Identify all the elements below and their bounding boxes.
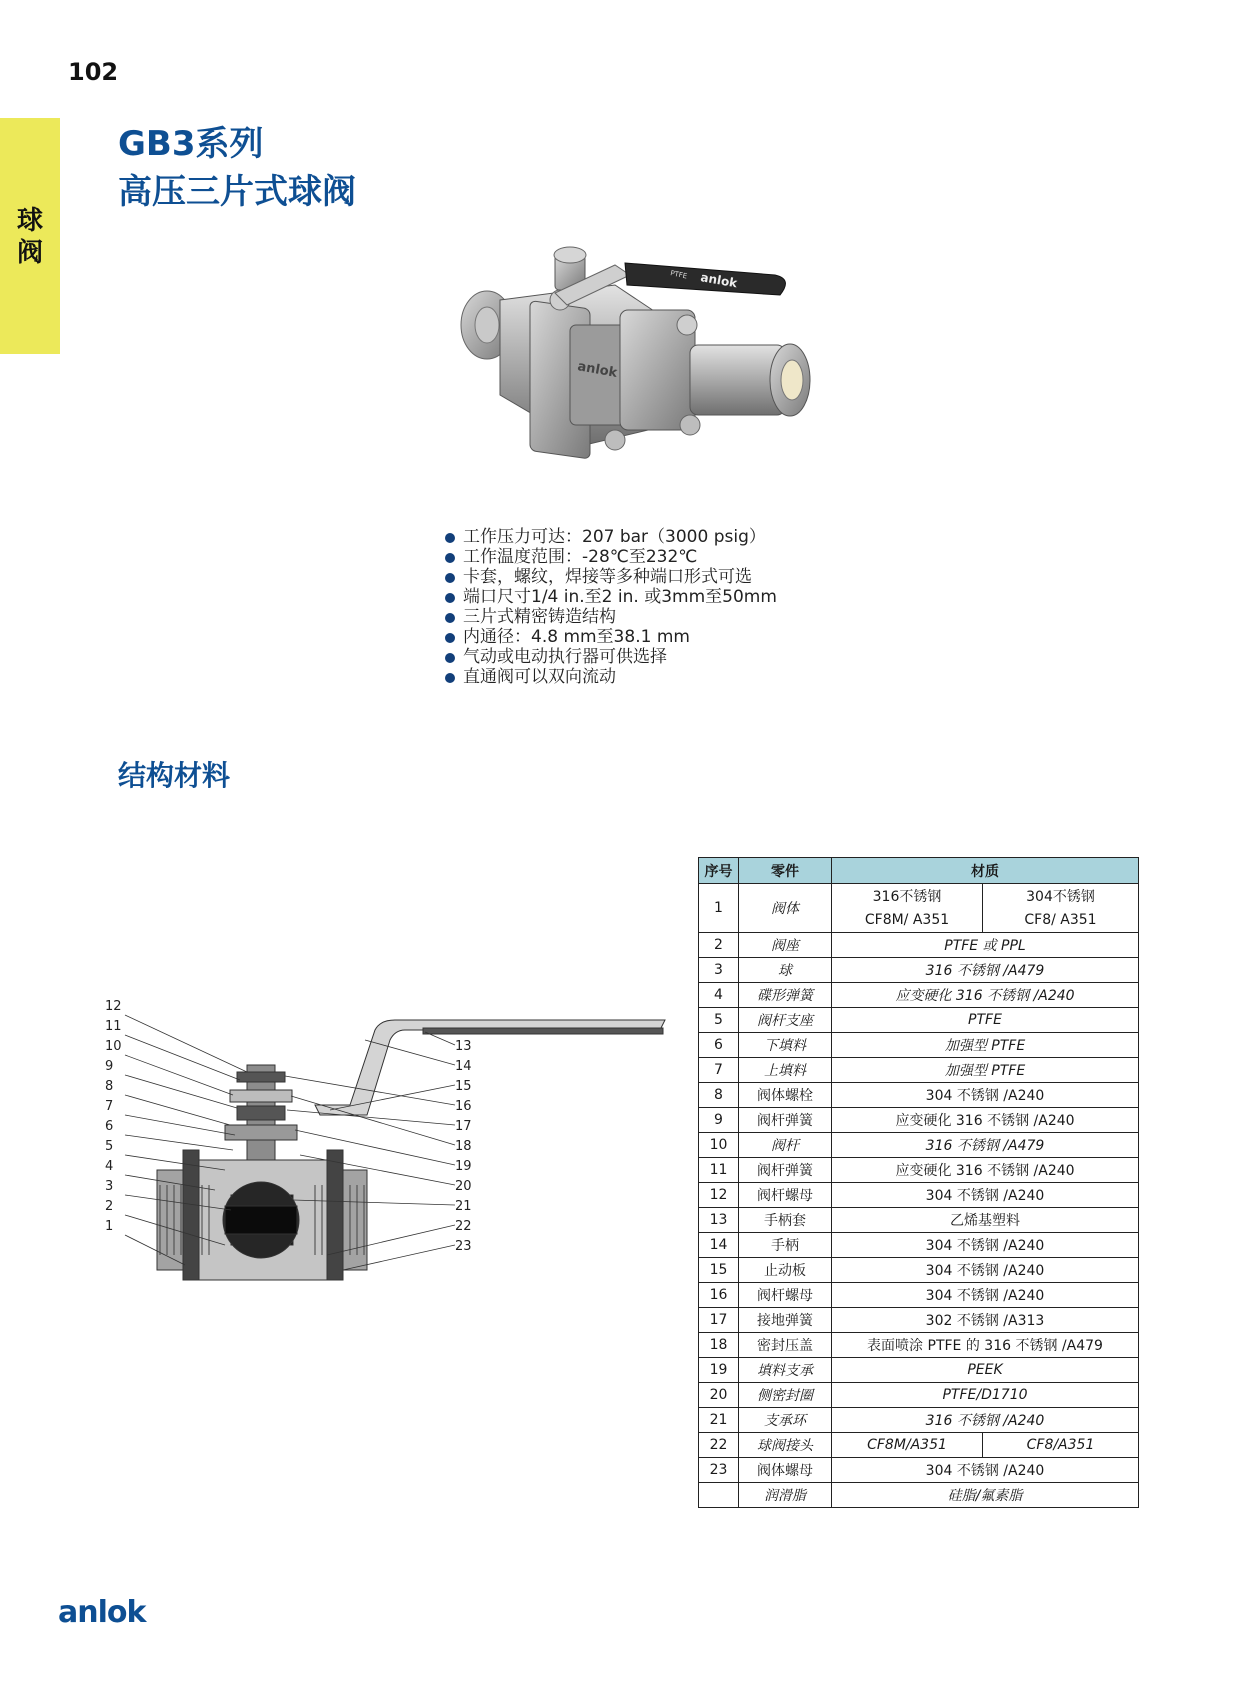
cell-no: 4 xyxy=(699,983,739,1008)
cell-material: 316 不锈钢 /A240 xyxy=(832,1408,1139,1433)
cell-no: 16 xyxy=(699,1283,739,1308)
callout-label: 4 xyxy=(105,1159,114,1174)
cell-no: 1 xyxy=(699,884,739,933)
table-row xyxy=(699,1133,1139,1158)
product-title: 高压三片式球阀 xyxy=(118,172,356,212)
cell-part: 阀杆支座 xyxy=(739,1008,832,1033)
callout-label: 9 xyxy=(105,1059,114,1074)
callout-label: 12 xyxy=(105,999,122,1014)
cell-material: 应变硬化 316 不锈钢 /A240 xyxy=(832,1158,1139,1183)
cell-part: 碟形弹簧 xyxy=(739,983,832,1008)
cell-no: 13 xyxy=(699,1208,739,1233)
feature-item: 端口尺寸1/4 in.至2 in. 或3mm至50mm xyxy=(443,587,777,607)
cell-part: 阀座 xyxy=(739,933,832,958)
callout-label: 13 xyxy=(455,1039,472,1054)
cell-material: 304 不锈钢 /A240 xyxy=(832,1283,1139,1308)
callout-label: 7 xyxy=(105,1099,114,1114)
table-row xyxy=(699,1408,1139,1433)
callout-label: 18 xyxy=(455,1139,472,1154)
cell-part: 球 xyxy=(739,958,832,983)
callout-label: 21 xyxy=(455,1199,472,1214)
handle-brand-mark: anlok xyxy=(699,270,739,291)
section-title-materials: 结构材料 xyxy=(118,759,231,792)
cell-no: 14 xyxy=(699,1233,739,1258)
cell-no xyxy=(699,1483,739,1508)
cell-part: 阀体螺栓 xyxy=(739,1083,832,1108)
callout-label: 11 xyxy=(105,1019,122,1034)
table-row xyxy=(699,1358,1139,1383)
callout-label: 17 xyxy=(455,1119,472,1134)
table-row xyxy=(699,1083,1139,1108)
cell-no: 11 xyxy=(699,1158,739,1183)
table-row xyxy=(699,1283,1139,1308)
cell-no: 19 xyxy=(699,1358,739,1383)
cell-material: 302 不锈钢 /A313 xyxy=(832,1308,1139,1333)
cell-no: 22 xyxy=(699,1433,739,1458)
cell-part: 阀杆螺母 xyxy=(739,1183,832,1208)
cell-material: 应变硬化 316 不锈钢 /A240 xyxy=(832,983,1139,1008)
cell-no: 3 xyxy=(699,958,739,983)
materials-table xyxy=(698,857,1139,1508)
cell-part: 阀体螺母 xyxy=(739,1458,832,1483)
cell-material: 316 不锈钢 /A479 xyxy=(832,958,1139,983)
callout-label: 20 xyxy=(455,1179,472,1194)
series-title: GB3系列 xyxy=(118,124,264,164)
callout-label: 10 xyxy=(105,1039,122,1054)
cell-no: 2 xyxy=(699,933,739,958)
cell-no: 10 xyxy=(699,1133,739,1158)
feature-item: 工作压力可达：207 bar（3000 psig） xyxy=(443,527,777,547)
table-row xyxy=(699,983,1139,1008)
cell-part: 球阀接头 xyxy=(739,1433,832,1458)
cell-part: 阀体 xyxy=(739,884,832,933)
table-row xyxy=(699,1208,1139,1233)
cell-part: 下填料 xyxy=(739,1033,832,1058)
cell-material: PTFE 或 PPL xyxy=(832,933,1139,958)
cell-material: 304 不锈钢 /A240 xyxy=(832,1183,1139,1208)
side-tab-char-2: 阀 xyxy=(16,238,43,268)
cross-section-diagram xyxy=(105,999,675,1320)
callout-label: 19 xyxy=(455,1159,472,1174)
cell-material: PEEK xyxy=(832,1358,1139,1383)
cell-no: 8 xyxy=(699,1083,739,1108)
cell-material: 表面喷涂 PTFE 的 316 不锈钢 /A479 xyxy=(832,1333,1139,1358)
cell-no: 5 xyxy=(699,1008,739,1033)
cell-no: 7 xyxy=(699,1058,739,1083)
table-row xyxy=(699,1233,1139,1258)
cell-part: 上填料 xyxy=(739,1058,832,1083)
page-number: 102 xyxy=(68,58,119,86)
cell-material: PTFE/D1710 xyxy=(832,1383,1139,1408)
cell-no: 12 xyxy=(699,1183,739,1208)
cell-material: 304 不锈钢 /A240 xyxy=(832,1083,1139,1108)
cell-no: 18 xyxy=(699,1333,739,1358)
cell-part: 手柄 xyxy=(739,1233,832,1258)
cell-material: 加强型 PTFE xyxy=(832,1033,1139,1058)
cell-part: 接地弹簧 xyxy=(739,1308,832,1333)
cell-material: 加强型 PTFE xyxy=(832,1058,1139,1083)
table-row xyxy=(699,1258,1139,1283)
cell-no: 9 xyxy=(699,1108,739,1133)
cell-part: 阀杆螺母 xyxy=(739,1283,832,1308)
table-row xyxy=(699,1333,1139,1358)
callout-label: 15 xyxy=(455,1079,472,1094)
side-category-tab xyxy=(0,118,60,354)
cell-material-b: CF8/A351 xyxy=(983,1433,1139,1458)
feature-item: 内通径：4.8 mm至38.1 mm xyxy=(443,627,777,647)
table-row xyxy=(699,1183,1139,1208)
feature-item: 工作温度范围：-28℃至232℃ xyxy=(443,547,777,567)
callout-label: 2 xyxy=(105,1199,114,1214)
cell-part: 阀杆弹簧 xyxy=(739,1158,832,1183)
callout-label: 14 xyxy=(455,1059,472,1074)
cell-material: 乙烯基塑料 xyxy=(832,1208,1139,1233)
handle-ptfe-mark: PTFE xyxy=(669,269,688,281)
table-row xyxy=(699,1458,1139,1483)
callout-label: 3 xyxy=(105,1179,114,1194)
cell-material: PTFE xyxy=(832,1008,1139,1033)
cell-material: 应变硬化 316 不锈钢 /A240 xyxy=(832,1108,1139,1133)
cell-no: 6 xyxy=(699,1033,739,1058)
cell-material-a: CF8M/ A351 xyxy=(832,908,983,933)
table-row xyxy=(699,933,1139,958)
cell-material: 304 不锈钢 /A240 xyxy=(832,1258,1139,1283)
table-row xyxy=(699,1433,1139,1458)
cell-material-a: 316不锈钢 xyxy=(832,884,983,909)
cell-no: 17 xyxy=(699,1308,739,1333)
table-row xyxy=(699,1383,1139,1408)
cell-part: 侧密封圈 xyxy=(739,1383,832,1408)
table-row xyxy=(699,1008,1139,1033)
callout-label: 16 xyxy=(455,1099,472,1114)
header-no: 序号 xyxy=(699,858,739,884)
cell-material: 硅脂/氟素脂 xyxy=(832,1483,1139,1508)
cell-material-b: 304不锈钢 xyxy=(983,884,1139,909)
feature-item: 三片式精密铸造结构 xyxy=(443,607,777,627)
table-row xyxy=(699,1058,1139,1083)
feature-item: 直通阀可以双向流动 xyxy=(443,667,777,687)
cell-material-b: CF8/ A351 xyxy=(983,908,1139,933)
callout-label: 5 xyxy=(105,1139,114,1154)
cell-part: 密封压盖 xyxy=(739,1333,832,1358)
cell-material-a: CF8M/A351 xyxy=(832,1433,983,1458)
table-row xyxy=(699,958,1139,983)
callout-label: 1 xyxy=(105,1219,114,1234)
cell-part: 填料支承 xyxy=(739,1358,832,1383)
table-row xyxy=(699,1158,1139,1183)
cell-part: 止动板 xyxy=(739,1258,832,1283)
cell-material: 316 不锈钢 /A479 xyxy=(832,1133,1139,1158)
table-row xyxy=(699,1308,1139,1333)
cell-no: 23 xyxy=(699,1458,739,1483)
cell-part: 支承环 xyxy=(739,1408,832,1433)
table-row xyxy=(699,1483,1139,1508)
table-row xyxy=(699,884,1139,909)
header-part: 零件 xyxy=(739,858,832,884)
callout-label: 23 xyxy=(455,1239,472,1254)
cell-no: 20 xyxy=(699,1383,739,1408)
cell-no: 15 xyxy=(699,1258,739,1283)
cell-part: 阀杆弹簧 xyxy=(739,1108,832,1133)
callout-label: 22 xyxy=(455,1219,472,1234)
cell-material: 304 不锈钢 /A240 xyxy=(832,1458,1139,1483)
callout-label: 8 xyxy=(105,1079,114,1094)
cell-no: 21 xyxy=(699,1408,739,1433)
body-brand-mark: anlok xyxy=(576,359,619,381)
cell-part: 阀杆 xyxy=(739,1133,832,1158)
feature-item: 卡套，螺纹，焊接等多种端口形式可选 xyxy=(443,567,777,587)
cell-material: 304 不锈钢 /A240 xyxy=(832,1233,1139,1258)
table-row xyxy=(699,1033,1139,1058)
header-material: 材质 xyxy=(832,858,1139,884)
callout-label: 6 xyxy=(105,1119,114,1134)
feature-item: 气动或电动执行器可供选择 xyxy=(443,647,777,667)
ball-valve-photo xyxy=(455,245,855,485)
table-header-row xyxy=(699,858,1139,884)
footer-brand-logo: anlok xyxy=(58,1595,146,1630)
feature-list xyxy=(443,527,777,687)
side-tab-char-1: 球 xyxy=(16,206,43,236)
cell-part: 手柄套 xyxy=(739,1208,832,1233)
table-row xyxy=(699,1108,1139,1133)
cell-part: 润滑脂 xyxy=(739,1483,832,1508)
